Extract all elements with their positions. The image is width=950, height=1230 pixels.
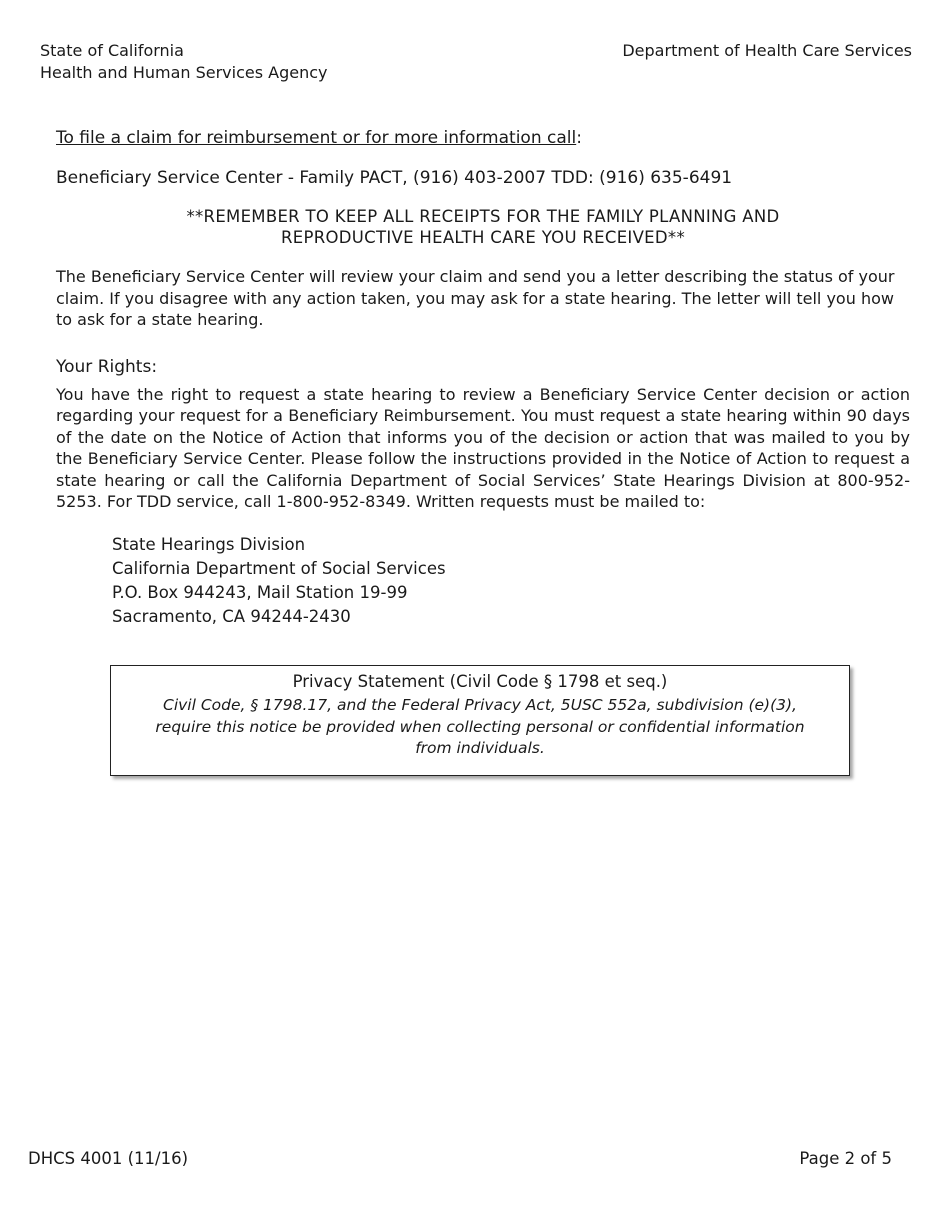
address-line-2: California Department of Social Services xyxy=(112,558,446,578)
contact-line: Beneficiary Service Center - Family PACT, (916) 403-2007 TDD: (916) 635-6491 xyxy=(56,168,733,188)
privacy-statement-box xyxy=(110,665,850,776)
department-name: Department of Health Care Services xyxy=(622,41,912,60)
privacy-statement-text: Civil Code, § 1798.17, and the Federal Privacy Act, 5USC 552a, subdivision (e)(3), require this notice be provided when collecting personal or confidential information from individuals. xyxy=(155,696,805,757)
rights-paragraph: You have the right to request a state hearing to review a Beneficiary Service Center decision or action regarding your request for a Beneficiary Reimbursement. You must request a state hearing within 90 days of the date on the Notice of Action that informs you of the decision or action that was mailed to you by the Beneficiary Service Center. Please follow the instructions provided in the Notice of Action to request a state hearing or call the California Department of Social Services’ State Hearings Division at 800-952-5253. For TDD service, call 1-800-952-8349. Written requests must be mailed to: xyxy=(56,384,910,511)
reminder-line-1: **REMEMBER TO KEEP ALL RECEIPTS FOR THE FAMILY PLANNING AND xyxy=(186,207,780,226)
claim-instructions-heading-text: To file a claim for reimbursement or for more information call xyxy=(56,128,577,148)
address-line-1: State Hearings Division xyxy=(112,534,306,554)
claim-instructions-heading xyxy=(56,127,910,149)
heading-colon: : xyxy=(576,128,582,148)
form-identifier: DHCS 4001 (11/16) xyxy=(28,1149,189,1168)
agency-name: Health and Human Services Agency xyxy=(40,63,328,82)
address-line-4: Sacramento, CA 94244-2430 xyxy=(112,606,351,626)
address-line-3: P.O. Box 944243, Mail Station 19-99 xyxy=(112,582,408,602)
reminder-line-2: REPRODUCTIVE HEALTH CARE YOU RECEIVED** xyxy=(280,228,686,247)
page-content xyxy=(56,127,910,629)
state-name: State of California xyxy=(40,41,184,60)
claim-review-paragraph: The Beneficiary Service Center will review your claim and send you a letter describing the status of your claim. If you disagree with any action taken, you may ask for a state hearing. The letter will tell you how to ask for a state hearing. xyxy=(56,267,895,329)
privacy-statement-title: Privacy Statement (Civil Code § 1798 et seq.) xyxy=(292,672,668,691)
rights-heading: Your Rights: xyxy=(56,356,158,377)
receipts-reminder xyxy=(56,206,910,248)
mailing-address xyxy=(112,533,910,629)
page-number: Page 2 of 5 xyxy=(799,1149,892,1168)
agency-header xyxy=(40,40,328,84)
